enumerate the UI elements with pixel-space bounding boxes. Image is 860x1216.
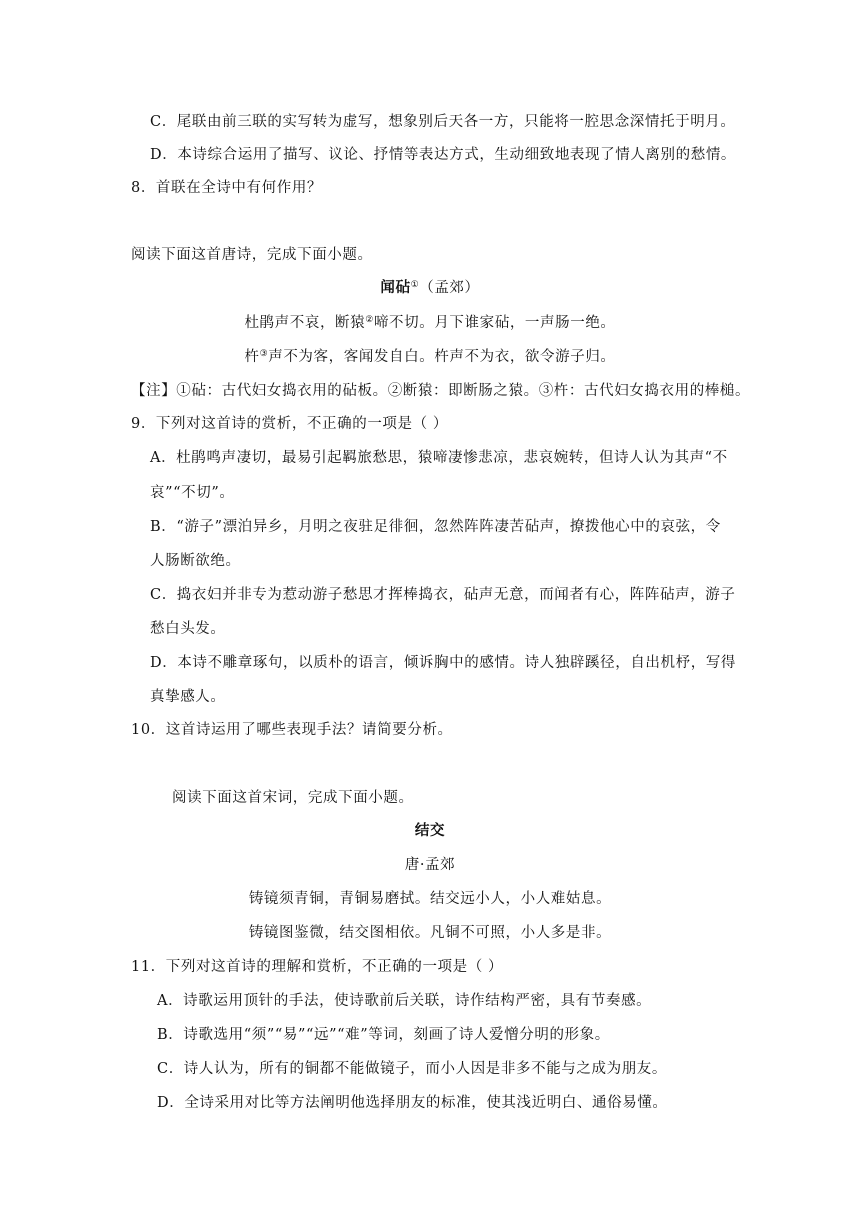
poem1-line2-note: ③: [259, 349, 269, 359]
poem1-line2-part-b: 声不为客，客闻发自白。杵声不为衣，欲令游子归。: [268, 349, 616, 365]
q9-option-b-line2: 人肠断欲绝。: [150, 553, 241, 569]
poem1-line1: [0, 313, 860, 333]
poem2-author: 唐·孟郊: [404, 857, 456, 873]
poem1-heading: [0, 278, 860, 298]
poem1-title: 闻砧: [380, 279, 411, 296]
q11-question: 11．下列对这首诗的理解和赏析，不正确的一项是（ ）: [131, 959, 504, 975]
q11-option-d: D．全诗采用对比等方法阐明他选择朋友的标准，使其浅近明白、通俗易懂。: [157, 1095, 668, 1111]
poem1-author: （孟郊）: [419, 280, 480, 296]
poem1-title-note: ①: [410, 280, 420, 290]
poem2-line1: 铸镜须青铜，青铜易磨拭。结交远小人，小人难姑息。: [248, 891, 612, 907]
poem2-intro: 阅读下面这首宋词，完成下面小题。: [172, 790, 414, 806]
poem1-line2: [0, 347, 860, 367]
q9-option-c-line2: 愁白头发。: [150, 621, 226, 637]
q9-option-b-line1: B．“游子”漂泊异乡，月明之夜驻足徘徊，忽然阵阵凄苦砧声，撩拨他心中的哀弦，令: [150, 519, 721, 535]
poem2-title: 结交: [414, 822, 446, 839]
poem1-line1-part-b: 啼不切。月下谁家砧，一声肠一绝。: [373, 315, 616, 331]
q11-option-c: C．诗人认为，所有的铜都不能做镜子，而小人因是非多不能与之成为朋友。: [157, 1061, 667, 1077]
q9-question: 9．下列对这首诗的赏析，不正确的一项是（ ）: [131, 416, 449, 432]
q7-option-d: D．本诗综合运用了描写、议论、抒情等表达方式，生动细致地表现了情人离别的愁情。: [150, 147, 737, 163]
poem1-line1-part-a: 杜鹃声不哀，断猿: [244, 315, 366, 331]
q10-question: 10．这首诗运用了哪些表现手法？请简要分析。: [131, 722, 453, 738]
poem1-intro: 阅读下面这首唐诗，完成下面小题。: [131, 247, 373, 263]
q11-option-b: B．诗歌选用“须”“易”“远”“难”等词，刻画了诗人爱憎分明的形象。: [157, 1027, 610, 1043]
q7-option-c: C．尾联由前三联的实写转为虚写，想象别后天各一方，只能将一腔思念深情托于明月。: [150, 114, 736, 130]
q8-question: 8．首联在全诗中有何作用？: [131, 180, 323, 196]
poem1-notes: 【注】①砧：古代妇女捣衣用的砧板。②断猿：即断肠之猿。③杵：古代妇女捣衣用的棒槌。: [131, 383, 751, 399]
poem1-line1-note: ②: [365, 315, 374, 325]
q9-option-c-line1: C．捣衣妇并非专为惹动游子愁思才挥棒捣衣，砧声无意，而闻者有心，阵阵砧声，游子: [150, 587, 736, 603]
q9-option-a-line1: A．杜鹃鸣声凄切，最易引起羁旅愁思，猿啼凄惨悲凉，悲哀婉转，但诗人认为其声“不: [150, 450, 728, 466]
q11-option-a: A．诗歌运用顶针的手法，使诗歌前后关联，诗作结构严密，具有节奏感。: [157, 993, 652, 1009]
q9-option-d-line1: D．本诗不雕章琢句，以质朴的语言，倾诉胸中的感情。诗人独辟蹊径，自出机杼，写得: [150, 655, 737, 671]
q9-option-d-line2: 真挚感人。: [150, 689, 226, 705]
poem1-line2-part-a: 杵: [244, 349, 260, 365]
q9-option-a-line2: 哀”“不切”。: [150, 485, 235, 501]
poem2-line2: 铸镜图鉴微，结交图相依。凡铜不可照，小人多是非。: [248, 925, 612, 941]
